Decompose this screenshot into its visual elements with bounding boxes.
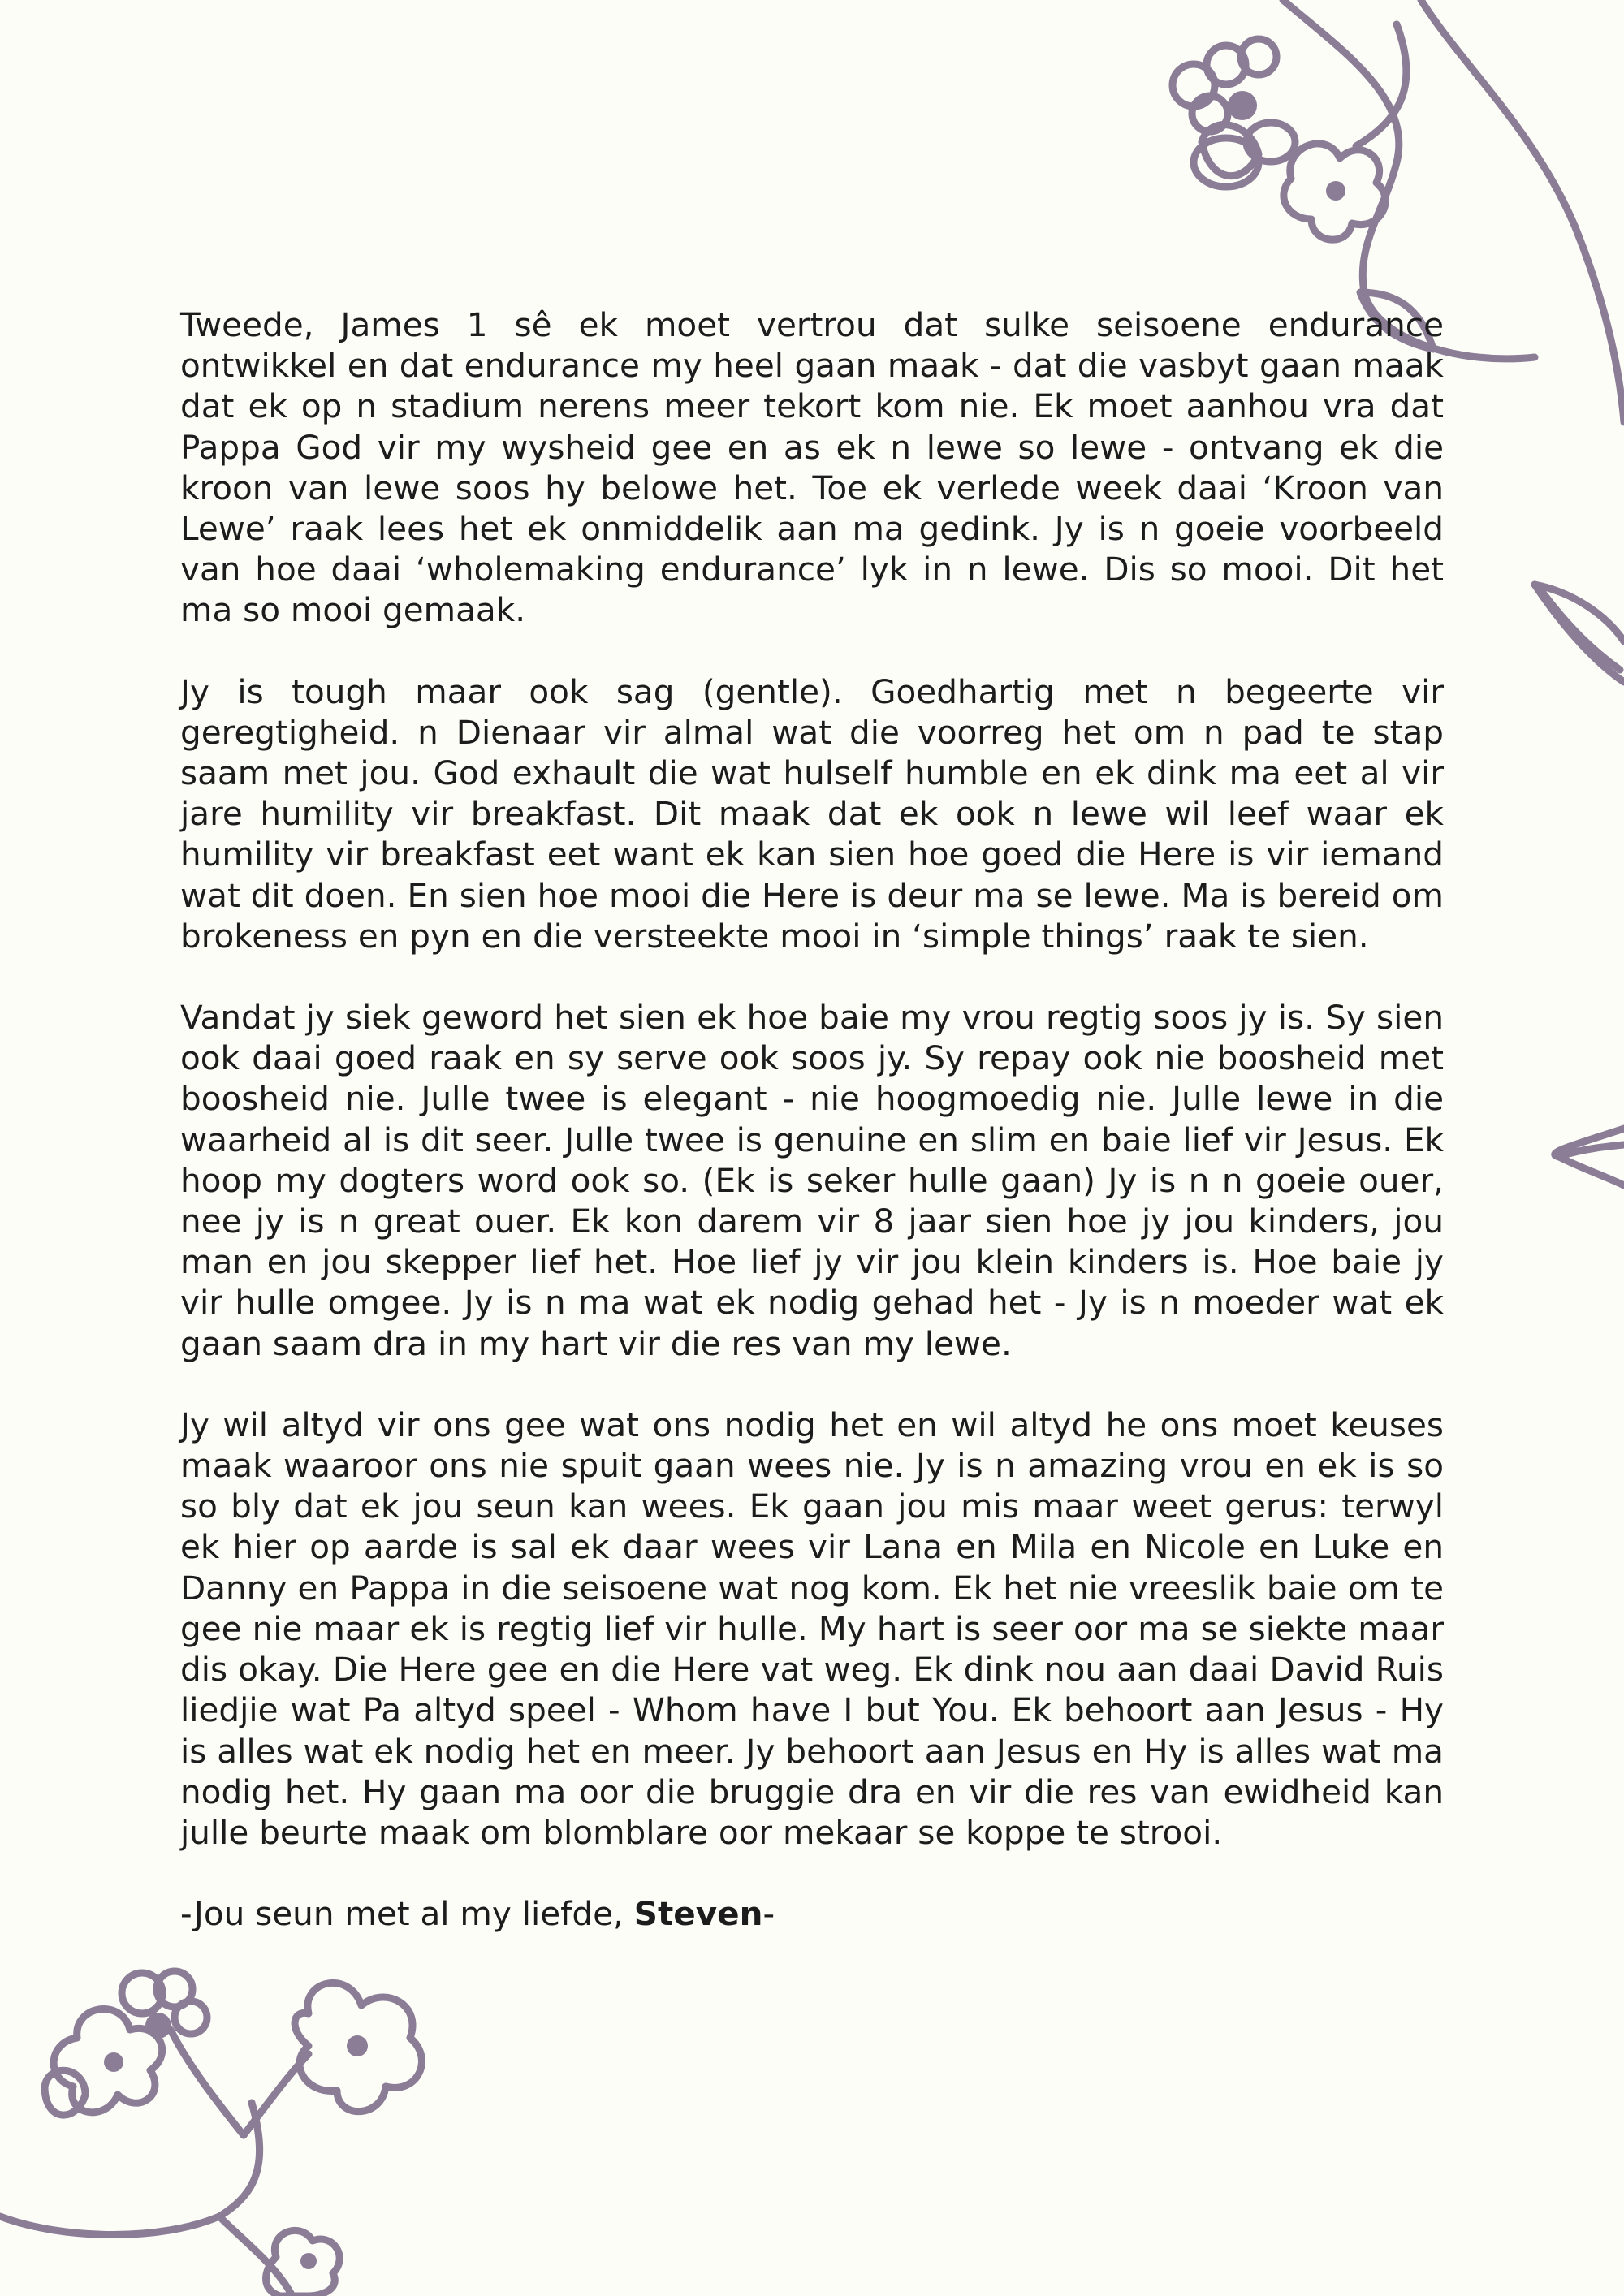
signoff-prefix: -Jou seun met al my liefde, (180, 1894, 634, 1934)
letter-signoff (180, 1893, 1444, 1934)
letter-paragraph-2: Jy is tough maar ook sag (gentle). Goedhartig met n begeerte vir geregtigheid. n Dienaar vir almal wat die voorreg het om n pad te stap saam met jou. God exhault die wat hulself humble en ek dink ma eet al vir jare humility vir breakfast. Dit maak dat ek ook n lewe wil leef waar ek humility vir breakfast eet want ek kan sien hoe goed die Here is vir iemand wat dit doen. En sien hoe mooi die Here is deur ma se lewe. Ma is bereid om brokeness en pyn en die versteekte mooi in ‘simple things’ raak te sien. (180, 671, 1444, 956)
signoff-suffix: - (762, 1894, 775, 1934)
floral-illustration-bottom-left (0, 1949, 455, 2296)
letter-paragraph-4: Jy wil altyd vir ons gee wat ons nodig het en wil altyd he ons moet keuses maak waaroor ons nie spuit gaan wees nie. Jy is n amazing vrou en ek is so so bly dat ek jou seun kan wees. Ek gaan jou mis maar weet gerus: terwyl ek hier op aarde is sal ek daar wees vir Lana en Mila en Nicole en Luke en Danny en Pappa in die seisoene wat nog kom. Ek het nie vreeslik baie om te gee nie maar ek is regtig lief vir hulle. My hart is seer oor ma se siekte maar dis okay. Die Here gee en die Here vat weg. Ek dink nou aan daai David Ruis liedjie wat Pa altyd speel - Whom have I but You. Ek behoort aan Jesus - Hy is alles wat ek nodig het en meer. Jy behoort aan Jesus en Hy is alles wat ma nodig het. Hy gaan ma oor die bruggie dra en vir die res van ewidheid kan julle beurte maak om blomblare oor mekaar se koppe te strooi. (180, 1405, 1444, 1852)
signoff-name: Steven (633, 1894, 763, 1934)
letter-paragraph-3: Vandat jy siek geword het sien ek hoe baie my vrou regtig soos jy is. Sy sien ook daai goed raak en sy serve ook soos jy. Sy repay ook nie boosheid met boosheid nie. Julle twee is elegant - nie hoogmoedig nie. Julle lewe in die waarheid al is dit seer. Julle twee is genuine en slim en baie lief vir Jesus. Ek hoop my dogters word ook so. (Ek is seker hulle gaan) Jy is n n goeie ouer, nee jy is n great ouer. Ek kon darem vir 8 jaar sien hoe jy jou kinders, jou man en jou skepper lief het. Hoe lief jy vir jou klein kinders is. Hoe baie jy vir hulle omgee. Jy is n ma wat ek nodig gehad het - Jy is n moeder wat ek gaan saam dra in my hart vir die res van my lewe. (180, 998, 1444, 1363)
letter-paragraph-1: Tweede, James 1 sê ek moet vertrou dat sulke seisoene endurance ontwikkel en dat endurance my heel gaan maak - dat die vasbyt gaan maak dat ek op n stadium nerens meer tekort kom nie. Ek moet aanhou vra dat Pappa God vir my wysheid gee en as ek n lewe so lewe - ontvang ek die kroon van lewe soos hy belowe het. Toe ek verlede week daai ‘Kroon van Lewe’ raak lees het ek onmiddelik aan ma gedink. Jy is n goeie voorbeeld van hoe daai ‘wholemaking endurance’ lyk in n lewe. Dis so mooi. Dit het ma so mooi gemaak. (180, 305, 1444, 630)
letter-body (180, 304, 1444, 1974)
